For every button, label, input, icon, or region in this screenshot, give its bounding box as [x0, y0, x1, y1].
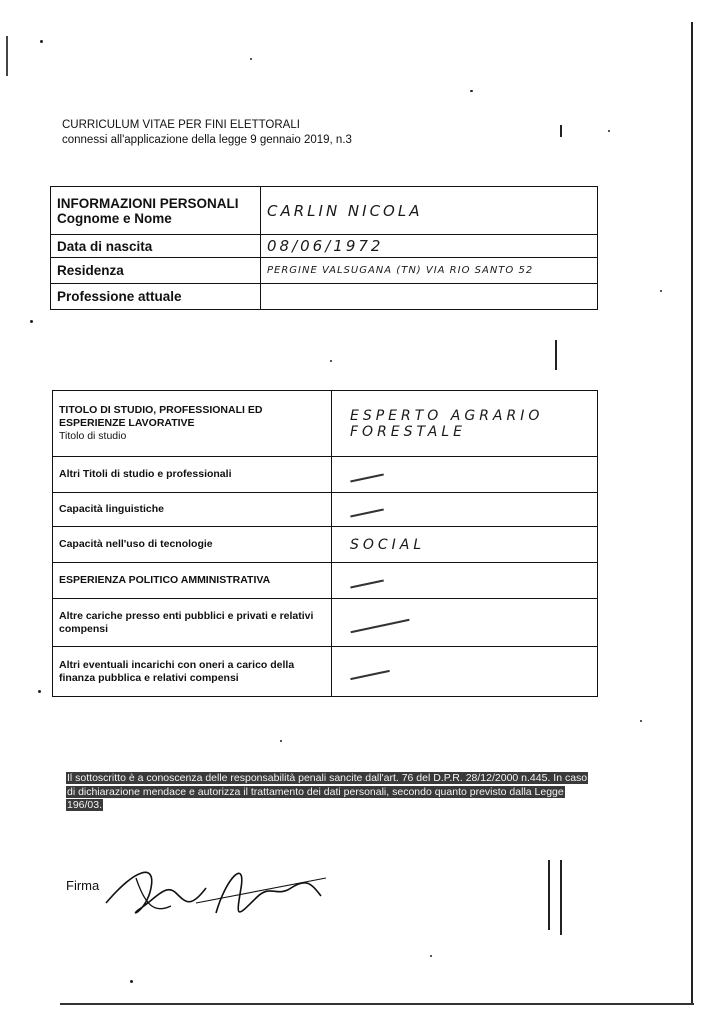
scan-speck: [560, 125, 562, 137]
document-header: [62, 118, 352, 148]
table-row: [51, 187, 598, 235]
table-row: [53, 563, 598, 599]
scan-speck: [640, 720, 642, 722]
table-row: [53, 493, 598, 527]
scan-speck: [548, 860, 550, 930]
personal-info-table: [50, 186, 598, 310]
other-titles-value: [332, 457, 598, 493]
profession-value: [261, 284, 598, 310]
scan-speck: [38, 690, 41, 693]
political-experience-value: [332, 563, 598, 599]
degree-value: ESPERTO AGRARIO FORESTALE: [332, 391, 598, 457]
languages-label: Capacità linguistiche: [53, 493, 332, 527]
empty-dash: [350, 579, 384, 588]
table-row: [53, 599, 598, 647]
table-row: [53, 647, 598, 697]
page-edge-left: [6, 36, 8, 76]
other-offices-value: [332, 599, 598, 647]
languages-value: [332, 493, 598, 527]
birthdate-value: 08/06/1972: [261, 235, 598, 258]
declaration-text: Il sottoscritto è a conoscenza delle responsabilità penali sancite dall'art. 76 del D.P.R. 28/12/2000 n.445. In caso di dichiarazione mendace e autorizza il trattamento dei dati personali, secondo quanto previsto dalla Legge 196/03.: [67, 772, 588, 811]
header-subtitle: connessi all'applicazione della legge 9 gennaio 2019, n.3: [62, 134, 352, 146]
birthdate-label: Data di nascita: [51, 235, 261, 258]
signature-image: [96, 848, 336, 928]
table-row: [51, 258, 598, 284]
page-edge-right: [691, 22, 693, 1004]
empty-dash: [350, 619, 409, 633]
empty-dash: [350, 508, 384, 517]
scan-speck: [470, 90, 473, 92]
other-assignments-value: [332, 647, 598, 697]
scan-speck: [40, 40, 43, 43]
scan-speck: [130, 980, 133, 983]
field-label: Titolo di studio: [59, 430, 127, 442]
education-table: [52, 390, 598, 697]
row-label: [53, 391, 332, 457]
scan-speck: [250, 58, 252, 60]
table-row: [53, 527, 598, 563]
row-label: [51, 187, 261, 235]
other-offices-label: Altre cariche presso enti pubblici e privati e relativi compensi: [53, 599, 332, 647]
scan-speck: [430, 955, 432, 957]
political-experience-label: ESPERIENZA POLITICO AMMINISTRATIVA: [53, 563, 332, 599]
residence-value: PERGINE VALSUGANA (TN) VIA RIO SANTO 52: [261, 258, 598, 284]
residence-label: Residenza: [51, 258, 261, 284]
table-row: [51, 235, 598, 258]
empty-dash: [350, 670, 389, 680]
header-title: CURRICULUM VITAE PER FINI ELETTORALI: [62, 119, 300, 131]
scan-speck: [330, 360, 332, 362]
scan-speck: [280, 740, 282, 742]
section-heading: TITOLO DI STUDIO, PROFESSIONALI ED ESPERIENZE LAVORATIVE: [59, 404, 263, 429]
empty-dash: [350, 473, 384, 482]
other-assignments-label: Altri eventuali incarichi con oneri a carico della finanza pubblica e relativi compensi: [53, 647, 332, 697]
table-row: [51, 284, 598, 310]
table-row: [53, 391, 598, 457]
technology-label: Capacità nell'uso di tecnologie: [53, 527, 332, 563]
scan-speck: [560, 860, 562, 935]
profession-label: Professione attuale: [51, 284, 261, 310]
scan-speck: [608, 130, 610, 132]
page-edge-bottom: [60, 1003, 694, 1005]
name-value: CARLIN NICOLA: [261, 187, 598, 235]
signature-label: Firma: [66, 878, 100, 893]
field-label: Cognome e Nome: [57, 210, 172, 226]
section-heading: INFORMAZIONI PERSONALI: [57, 195, 239, 211]
scan-speck: [30, 320, 33, 323]
technology-value: SOCIAL: [332, 527, 598, 563]
scan-speck: [555, 340, 557, 370]
scan-speck: [660, 290, 662, 292]
other-titles-label: Altri Titoli di studio e professionali: [53, 457, 332, 493]
table-row: [53, 457, 598, 493]
